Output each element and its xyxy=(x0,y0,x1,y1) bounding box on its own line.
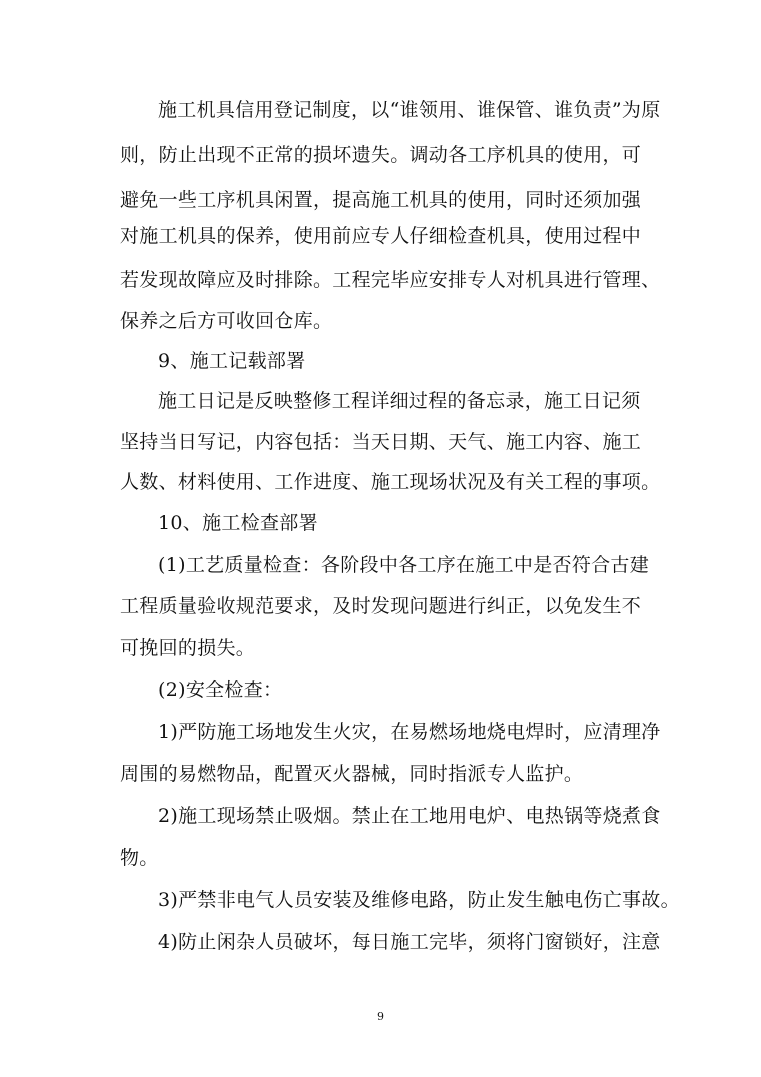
paragraph-line: 避免一些工序机具闲置，提高施工机具的使用，同时还须加强 xyxy=(120,189,642,211)
subsection-heading: (2)安全检查： xyxy=(158,679,283,701)
paragraph-line: 1)严防施工场地发生火灾，在易燃场地烧电焊时，应清理净 xyxy=(158,721,661,743)
section-heading: 9、施工记载部署 xyxy=(158,350,306,372)
paragraph-line: 物。 xyxy=(120,847,159,869)
paragraph-line: 若发现故障应及时排除。工程完毕应安排专人对机具进行管理、 xyxy=(120,269,661,291)
paragraph-line: 对施工机具的保养，使用前应专人仔细检查机具，使用过程中 xyxy=(120,225,642,247)
paragraph-line: 4)防止闲杂人员破坏，每日施工完毕，须将门窗锁好，注意 xyxy=(158,931,661,953)
paragraph-line: 可挽回的损失。 xyxy=(120,637,256,659)
paragraph-line: 施工机具信用登记制度，以“谁领用、谁保管、谁负责”为原 xyxy=(158,99,661,121)
paragraph-line: 保养之后方可收回仓库。 xyxy=(120,310,333,332)
section-heading: 10、施工检查部署 xyxy=(158,512,318,534)
paragraph-line: 人数、材料使用、工作进度、施工现场状况及有关工程的事项。 xyxy=(120,471,661,493)
page-number: 9 xyxy=(377,1010,384,1023)
paragraph-line: 坚持当日写记，内容包括：当天日期、天气、施工内容、施工 xyxy=(120,431,642,453)
paragraph-line: 施工日记是反映整修工程详细过程的备忘录，施工日记须 xyxy=(158,390,641,412)
paragraph-line: 周围的易燃物品，配置灭火器械，同时指派专人监护。 xyxy=(120,763,584,785)
paragraph-line: 2)施工现场禁止吸烟。禁止在工地用电炉、电热锅等烧煮食 xyxy=(158,805,661,827)
paragraph-line: 则，防止出现不正常的损坏遗失。调动各工序机具的使用，可 xyxy=(120,144,642,166)
paragraph-line: (1)工艺质量检查：各阶段中各工序在施工中是否符合古建 xyxy=(158,554,650,576)
paragraph-line: 3)严禁非电气人员安装及维修电路，防止发生触电伤亡事故。 xyxy=(158,889,680,911)
paragraph-line: 工程质量验收规范要求，及时发现问题进行纠正，以免发生不 xyxy=(120,595,642,617)
